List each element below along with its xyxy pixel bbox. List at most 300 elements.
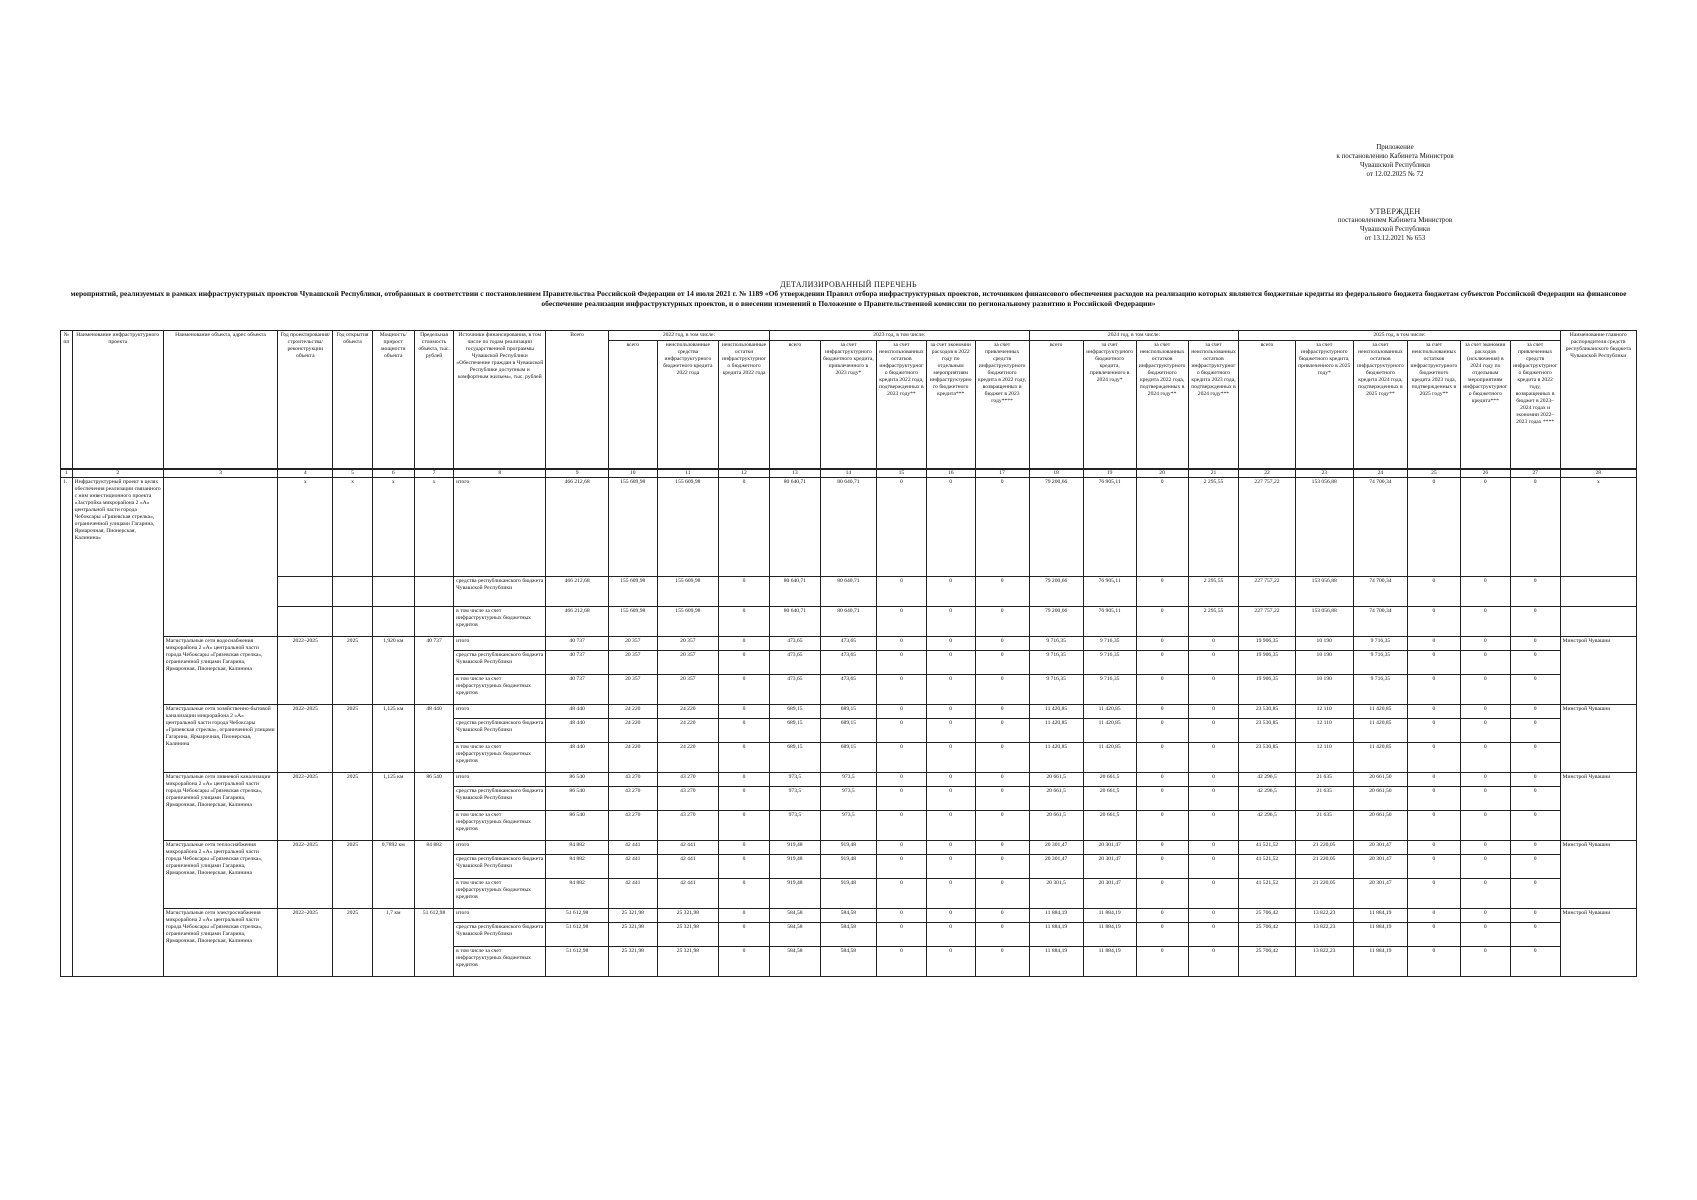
column-number-cell: 18 [1029,469,1083,478]
value-cell: 0 [1407,742,1460,772]
source-cell: средства республиканского бюджета Чувашской Республики [454,854,546,878]
limit-cost-cell: 48 440 [414,704,453,772]
value-cell: 0 [1407,854,1460,878]
value-cell: 11 420,85 [1083,704,1136,718]
source-cell: средства республиканского бюджета Чувашской Республики [454,922,546,946]
value-cell: 466 212,68 [546,606,609,636]
value-cell: 0 [1136,878,1188,908]
value-cell: 0 [1136,810,1188,840]
value-cell: 155 609,98 [657,477,718,576]
value-cell: 42 441 [608,840,657,854]
empty-cell [414,606,453,636]
value-cell: 0 [1136,742,1188,772]
value-cell: 0 [1460,922,1510,946]
value-cell: 74 700,34 [1353,576,1407,606]
value-cell: 19 906,35 [1239,650,1295,674]
header-subcell: всего [1029,341,1083,469]
header-cell: Год проектирования/ строительства/ реконструкции объекта [278,331,333,469]
value-cell: 0 [1136,704,1188,718]
value-cell: 155 609,98 [608,477,657,576]
value-cell: 0 [1510,704,1560,718]
header-subcell: всего [769,341,820,469]
approved-block [1300,207,1490,243]
value-cell: 42 441 [657,878,718,908]
value-cell: 42 296,5 [1239,772,1295,786]
value-cell: 9 716,35 [1353,674,1407,704]
value-cell: 11 884,19 [1029,922,1083,946]
value-cell: 10 190 [1295,650,1353,674]
value-cell: 48 440 [546,742,609,772]
value-cell: 0 [1510,908,1560,922]
value-cell: 919,48 [820,854,876,878]
value-cell: 0 [719,742,770,772]
value-cell: 20 301,47 [1353,854,1407,878]
value-cell: 0 [877,786,927,810]
table-row [61,606,1637,636]
value-cell: 23 530,85 [1239,718,1295,742]
value-cell: 21 635 [1295,786,1353,810]
value-cell: 0 [877,576,927,606]
value-cell: 0 [1188,908,1239,922]
source-cell: в том числе за счет инфраструктурных бюджетных кредитов [454,878,546,908]
source-cell: в том числе за счет инфраструктурных бюджетных кредитов [454,742,546,772]
source-cell: в том числе за счет инфраструктурных бюджетных кредитов [454,946,546,976]
object-name-cell: Магистральные сети хозяйственно-бытовой канализации микрорайона 2 «А» центральной части города Чебоксары «Грязевская стрелка», ограниченной улицами Гагарина, Ярмарочная, Пионерская, Калинина [163,704,277,772]
source-cell: средства республиканского бюджета Чувашской Республики [454,576,546,606]
value-cell: 0 [1188,840,1239,854]
column-number-cell: 13 [769,469,820,478]
value-cell: 20 301,47 [1029,840,1083,854]
value-cell: 74 700,34 [1353,477,1407,576]
value-cell: 0 [719,576,770,606]
value-cell: 43 270 [657,772,718,786]
capacity-cell: 1,125 км [372,704,414,772]
limit-cost-cell: 84 882 [414,840,453,908]
value-cell: 21 220,05 [1295,840,1353,854]
value-cell: 0 [1407,810,1460,840]
header-group-2023: 2023 год, в том числе: [769,331,1029,341]
value-cell: 9 716,35 [1083,636,1136,650]
value-cell: 9 716,35 [1029,650,1083,674]
capacity-cell: 0,7892 км [372,840,414,908]
value-cell: 0 [1136,606,1188,636]
column-number-cell: 8 [454,469,546,478]
value-cell: 0 [1188,704,1239,718]
x-cell: x [333,477,372,576]
value-cell: 0 [1188,922,1239,946]
value-cell: 24 220 [608,704,657,718]
empty-cell [414,576,453,606]
value-cell: 20 661,50 [1353,786,1407,810]
value-cell: 42 441 [657,854,718,878]
value-cell: 42 296,5 [1239,810,1295,840]
value-cell: 0 [1510,772,1560,786]
value-cell: 11 420,85 [1029,718,1083,742]
value-cell: 227 757,22 [1239,576,1295,606]
source-cell: в том числе за счет инфраструктурных бюджетных кредитов [454,810,546,840]
x-cell: x [372,477,414,576]
value-cell: 84 882 [546,840,609,854]
value-cell: 11 884,19 [1083,922,1136,946]
header-group-2022: 2022 год, в том числе: [608,331,769,341]
header-subcell: за счет инфраструктурного бюджетного кредита, привлеченного в 2025 году* [1295,341,1353,469]
years-cell: 2022–2025 [278,636,333,704]
value-cell: 0 [1510,636,1560,650]
value-cell: 0 [926,704,975,718]
limit-cost-cell: 86 540 [414,772,453,840]
value-cell: 41 521,52 [1239,878,1295,908]
value-cell: 155 609,98 [657,576,718,606]
value-cell: 0 [1460,650,1510,674]
table-row [61,576,1637,606]
value-cell: 0 [1460,636,1510,650]
value-cell: 0 [1407,606,1460,636]
value-cell: 0 [1136,636,1188,650]
value-cell: 43 270 [657,786,718,810]
source-cell: итого [454,908,546,922]
value-cell: 11 884,19 [1353,922,1407,946]
value-cell: 0 [975,854,1029,878]
value-cell: 20 301,47 [1083,878,1136,908]
open-year-cell: 2025 [333,840,372,908]
header-cell: Год открытия объекта [333,331,372,469]
table-row [61,704,1637,718]
value-cell: 40 737 [546,674,609,704]
value-cell: 0 [1460,718,1510,742]
open-year-cell: 2025 [333,636,372,704]
limit-cost-cell: 51 612,98 [414,908,453,976]
value-cell: 0 [877,674,927,704]
value-cell: 20 357 [657,650,718,674]
column-number-cell: 23 [1295,469,1353,478]
value-cell: 0 [1136,854,1188,878]
value-cell: 0 [877,908,927,922]
value-cell: 25 321,98 [608,922,657,946]
years-cell: 2022–2025 [278,772,333,840]
value-cell: 19 906,35 [1239,636,1295,650]
value-cell: 0 [1136,908,1188,922]
value-cell: 0 [1188,772,1239,786]
value-cell: 11 420,85 [1029,704,1083,718]
value-cell: 0 [719,786,770,810]
empty-cell [278,606,333,636]
source-cell: итого [454,477,546,576]
value-cell: 42 296,5 [1239,786,1295,810]
header-cell: Всего [546,331,609,469]
value-cell: 0 [719,810,770,840]
value-cell: 584,58 [769,946,820,976]
value-cell: 42 441 [608,854,657,878]
value-cell: 40 737 [546,650,609,674]
value-cell: 973,5 [820,786,876,810]
value-cell: 0 [975,650,1029,674]
value-cell: 20 661,5 [1083,810,1136,840]
column-number-cell: 14 [820,469,876,478]
value-cell: 9 716,35 [1029,636,1083,650]
column-number-cell: 9 [546,469,609,478]
value-cell: 0 [926,718,975,742]
value-cell: 0 [1460,742,1510,772]
value-cell: 79 200,66 [1029,477,1083,576]
value-cell: 0 [926,810,975,840]
value-cell: 0 [975,908,1029,922]
value-cell: 0 [975,878,1029,908]
value-cell: 51 612,98 [546,908,609,922]
table-row [61,840,1637,854]
capacity-cell: 1,7 км [372,908,414,976]
value-cell: 0 [1188,718,1239,742]
value-cell: 20 301,5 [1029,878,1083,908]
column-number-cell: 16 [926,469,975,478]
value-cell: 20 357 [608,650,657,674]
approved-heading: УТВЕРЖДЕН [1369,207,1421,216]
value-cell: 0 [1460,674,1510,704]
value-cell: 80 640,71 [769,477,820,576]
value-cell: 13 822,23 [1295,908,1353,922]
distributor-cell [1560,576,1636,606]
value-cell: 0 [1407,840,1460,854]
value-cell: 0 [719,854,770,878]
value-cell: 20 661,5 [1029,810,1083,840]
column-number-cell: 27 [1510,469,1560,478]
value-cell: 12 110 [1295,718,1353,742]
header-cell: Наименование объекта, адрес объекта [163,331,277,469]
value-cell: 0 [926,674,975,704]
empty-cell [333,606,372,636]
value-cell: 0 [926,908,975,922]
value-cell: 0 [1460,810,1510,840]
x-cell: x [278,477,333,576]
value-cell: 42 441 [608,878,657,908]
value-cell: 0 [1407,786,1460,810]
value-cell: 0 [1510,674,1560,704]
value-cell: 584,58 [820,908,876,922]
value-cell: 25 321,98 [608,946,657,976]
approved-line: от 13.12.2021 № 653 [1364,234,1426,242]
header-subcell: за счет неиспользованных остатков инфраструктурного бюджетного кредита 2023 года, подтвержденных в 2025 году** [1407,341,1460,469]
source-cell: итого [454,772,546,786]
value-cell: 0 [1407,636,1460,650]
source-cell: средства республиканского бюджета Чувашской Республики [454,650,546,674]
header-cell: Наименование главного распорядителя средств республиканского бюджета Чувашской Республики [1560,331,1636,469]
value-cell: 86 540 [546,786,609,810]
value-cell: 0 [1460,704,1510,718]
value-cell: 0 [1510,650,1560,674]
value-cell: 80 640,71 [820,606,876,636]
value-cell: 0 [1136,772,1188,786]
object-name-cell: Магистральные сети электроснабжения микрорайона 2 «А» центральной части города Чебоксары «Грязевская стрелка», ограниченной улицами Гагарина, Ярмарочная, Пионерская, Калинина [163,908,277,976]
value-cell: 0 [1136,922,1188,946]
value-cell: 0 [1460,854,1510,878]
value-cell: 0 [1407,908,1460,922]
value-cell: 0 [1510,922,1560,946]
header-subcell: за счет неиспользованных остатков инфраструктурного бюджетного кредита 2022 года, подтвержденных в 2024 году** [1136,341,1188,469]
value-cell: 86 540 [546,772,609,786]
value-cell: 0 [719,650,770,674]
value-cell: 227 757,22 [1239,477,1295,576]
value-cell: 25 321,98 [657,908,718,922]
value-cell: 0 [975,477,1029,576]
value-cell: 973,5 [769,772,820,786]
value-cell: 919,48 [820,878,876,908]
value-cell: 0 [877,810,927,840]
value-cell: 153 056,88 [1295,477,1353,576]
empty-cell [372,576,414,606]
value-cell: 0 [1510,840,1560,854]
value-cell: 0 [975,718,1029,742]
value-cell: 584,58 [820,946,876,976]
value-cell: 0 [1407,704,1460,718]
column-number-cell: 3 [163,469,277,478]
value-cell: 86 540 [546,810,609,840]
value-cell: 466 212,68 [546,477,609,576]
value-cell: 24 220 [657,742,718,772]
value-cell: 20 301,47 [1083,854,1136,878]
value-cell: 11 420,85 [1353,742,1407,772]
table-row [61,772,1637,786]
column-number-cell: 17 [975,469,1029,478]
value-cell: 11 420,85 [1029,742,1083,772]
value-cell: 20 301,47 [1083,840,1136,854]
value-cell: 0 [719,922,770,946]
value-cell: 0 [926,786,975,810]
value-cell: 20 661,50 [1353,810,1407,840]
value-cell: 689,15 [820,742,876,772]
value-cell: 25 706,42 [1239,908,1295,922]
value-cell: 20 357 [657,674,718,704]
column-number-cell: 26 [1460,469,1510,478]
limit-cost-cell: 40 737 [414,636,453,704]
x-cell: x [414,477,453,576]
value-cell: 0 [1460,946,1510,976]
value-cell: 0 [975,606,1029,636]
value-cell: 23 530,85 [1239,704,1295,718]
value-cell: 0 [719,704,770,718]
value-cell: 0 [1188,878,1239,908]
value-cell: 0 [1460,477,1510,576]
distributor-cell: Минстрой Чувашии [1560,772,1636,840]
value-cell: 0 [1188,810,1239,840]
header-subcell: всего [1239,341,1295,469]
value-cell: 689,15 [769,718,820,742]
value-cell: 0 [1460,908,1510,922]
column-number-cell: 25 [1407,469,1460,478]
appendix-line: от 12.02.2025 № 72 [1366,170,1424,178]
value-cell: 23 530,85 [1239,742,1295,772]
value-cell: 9 716,35 [1083,674,1136,704]
value-cell: 0 [1188,674,1239,704]
table-header [61,331,1637,478]
value-cell: 584,58 [769,908,820,922]
value-cell: 20 661,5 [1083,772,1136,786]
value-cell: 0 [719,606,770,636]
value-cell: 973,5 [820,772,876,786]
value-cell: 0 [719,908,770,922]
value-cell: 11 884,19 [1029,946,1083,976]
header-subcell: за счет инфраструктурного бюджетного кредита, привлеченного в 2023 году* [820,341,876,469]
value-cell: 20 661,5 [1083,786,1136,810]
value-cell: 21 220,05 [1295,878,1353,908]
appendix-line: Приложение [1376,143,1414,151]
value-cell: 0 [1188,650,1239,674]
value-cell: 0 [1188,786,1239,810]
open-year-cell: 2025 [333,772,372,840]
value-cell: 0 [975,576,1029,606]
column-number-row [61,469,1637,478]
source-cell: итого [454,704,546,718]
object-name-cell: Магистральные сети теплоснабжения микрорайона 2 «А» центральной части города Чебоксары «Грязевская стрелка», ограниченной улицами Гагарина, Ярмарочная, Пионерская, Калинина [163,840,277,908]
value-cell: 20 661,50 [1353,772,1407,786]
value-cell: 24 220 [657,718,718,742]
value-cell: 0 [926,477,975,576]
value-cell: 74 700,34 [1353,606,1407,636]
object-name-cell: Магистральные сети водоснабжения микрорайона 2 «А» центральной части города Чебоксары «Грязевская стрелка», ограниченной улицами Гагарина, Ярмарочная, Пионерская, Калинина [163,636,277,704]
value-cell: 0 [1510,946,1560,976]
header-subcell: за счет экономии расходов в 2022 году по отдельным мероприятиям инфраструктурного бюджетного кредита*** [926,341,975,469]
column-number-cell: 20 [1136,469,1188,478]
value-cell: 0 [926,878,975,908]
value-cell: 155 609,98 [657,606,718,636]
value-cell: 11 420,85 [1353,718,1407,742]
value-cell: 0 [1188,854,1239,878]
object-name-cell: Магистральные сети ливневой канализации микрорайона 2 «А» центральной части города Чебоксары «Грязевская стрелка», ограниченной улицами Гагарина, Ярмарочная, Пионерская, Калинина [163,772,277,840]
value-cell: 973,5 [769,786,820,810]
value-cell: 43 270 [608,786,657,810]
value-cell: 0 [926,636,975,650]
source-cell: итого [454,840,546,854]
header-subcell: за счет привлеченных средств инфраструктурного бюджетного кредита в 2022 году, возвращенных в бюджет в 2023 году**** [975,341,1029,469]
value-cell: 25 321,98 [608,908,657,922]
header-subcell: всего [608,341,657,469]
value-cell: 473,65 [769,674,820,704]
value-cell: 0 [877,946,927,976]
object-name-cell [163,477,277,636]
table-row [61,636,1637,650]
column-number-cell: 11 [657,469,718,478]
value-cell: 973,5 [769,810,820,840]
table-row [61,477,1637,576]
value-cell: 0 [926,576,975,606]
value-cell: 20 661,5 [1029,772,1083,786]
column-number-cell: 21 [1188,469,1239,478]
value-cell: 0 [1136,674,1188,704]
value-cell: 0 [719,636,770,650]
empty-cell [372,606,414,636]
appendix-line: Чувашской Республики [1359,161,1431,169]
value-cell: 0 [719,840,770,854]
value-cell: 2 295,55 [1188,606,1239,636]
years-cell: 2022–2025 [278,840,333,908]
value-cell: 41 521,52 [1239,854,1295,878]
value-cell: 0 [1510,854,1560,878]
column-number-cell: 2 [72,469,163,478]
value-cell: 10 190 [1295,674,1353,704]
value-cell: 43 270 [657,810,718,840]
value-cell: 0 [1460,786,1510,810]
appendix-line: к постановлению Кабинета Министров [1336,152,1454,160]
project-name-cell: Инфраструктурный проект в целях обеспечения реализации связанного с ним инвестиционного проекта «Застройка микрорайона 2 «А» центральной части города Чебоксары «Грязевская стрелка», ограниченной улицами Гагарина, Ярмарочная, Пионерская, Калинина» [72,477,163,976]
value-cell: 0 [877,650,927,674]
value-cell: 11 884,19 [1353,908,1407,922]
value-cell: 48 440 [546,704,609,718]
source-cell: в том числе за счет инфраструктурных бюджетных кредитов [454,674,546,704]
value-cell: 2 295,55 [1188,576,1239,606]
open-year-cell: 2025 [333,908,372,976]
value-cell: 80 640,71 [769,576,820,606]
header-group-2025: 2025 год, в том числе: [1239,331,1560,341]
approved-line: постановлением Кабинета Министров [1337,216,1453,224]
value-cell: 0 [877,922,927,946]
